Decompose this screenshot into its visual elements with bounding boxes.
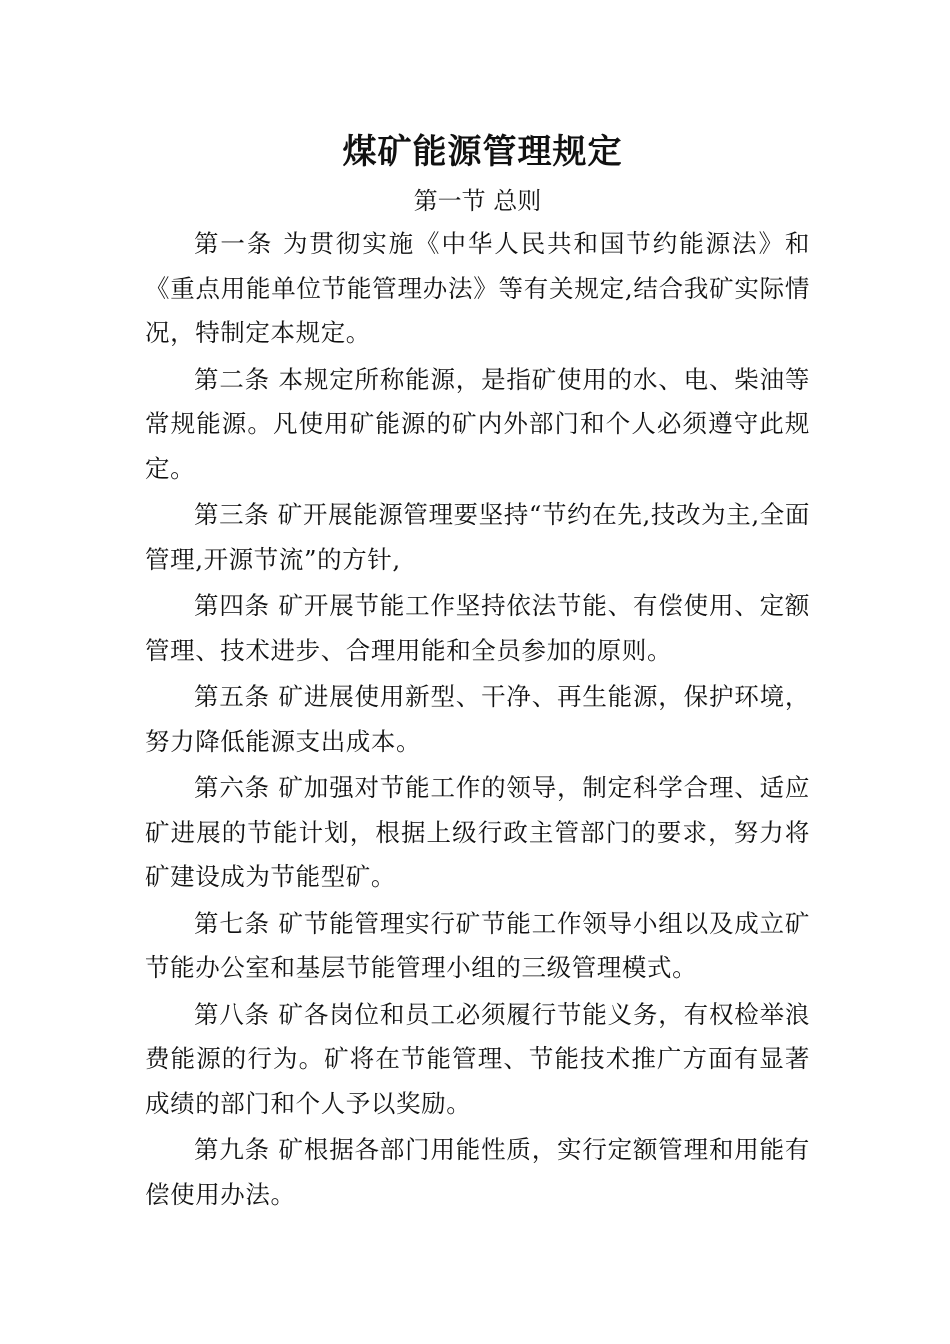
article-1: 第一条 为贯彻实施《中华人民共和国节约能源法》和《重点用能单位节能管理办法》等有关规定,结合我矿实际情况，特制定本规定。 [145, 229, 810, 347]
article-9: 第九条 矿根据各部门用能性质，实行定额管理和用能有偿使用办法。 [145, 1135, 810, 1209]
article-3: 第三条 矿开展能源管理要坚持“节约在先,技改为主,全面管理,开源节流”的方针, [145, 500, 810, 574]
article-4: 第四条 矿开展节能工作坚持依法节能、有偿使用、定额管理、技术进步、合理用能和全员参加的原则。 [145, 591, 810, 665]
article-5: 第五条 矿进展使用新型、干净、再生能源，保护环境，努力降低能源支出成本。 [145, 682, 810, 756]
article-6: 第六条 矿加强对节能工作的领导，制定科学合理、适应矿进展的节能计划，根据上级行政主管部门的要求，努力将矿建设成为节能型矿。 [145, 773, 810, 891]
article-8: 第八条 矿各岗位和员工必须履行节能义务，有权检举浪费能源的行为。矿将在节能管理、节能技术推广方面有显著成绩的部门和个人予以奖励。 [145, 999, 810, 1118]
section-title: 第一节 总则 [413, 187, 542, 215]
article-7: 第七条 矿节能管理实行矿节能工作领导小组以及成立矿节能办公室和基层节能管理小组的三级管理模式。 [145, 908, 810, 982]
document-page [145, 128, 810, 1219]
article-2: 第二条 本规定所称能源，是指矿使用的水、电、柴油等常规能源。凡使用矿能源的矿内外部门和个人必须遵守此规定。 [145, 364, 810, 483]
document-title: 煤矿能源管理规定 [342, 132, 623, 172]
